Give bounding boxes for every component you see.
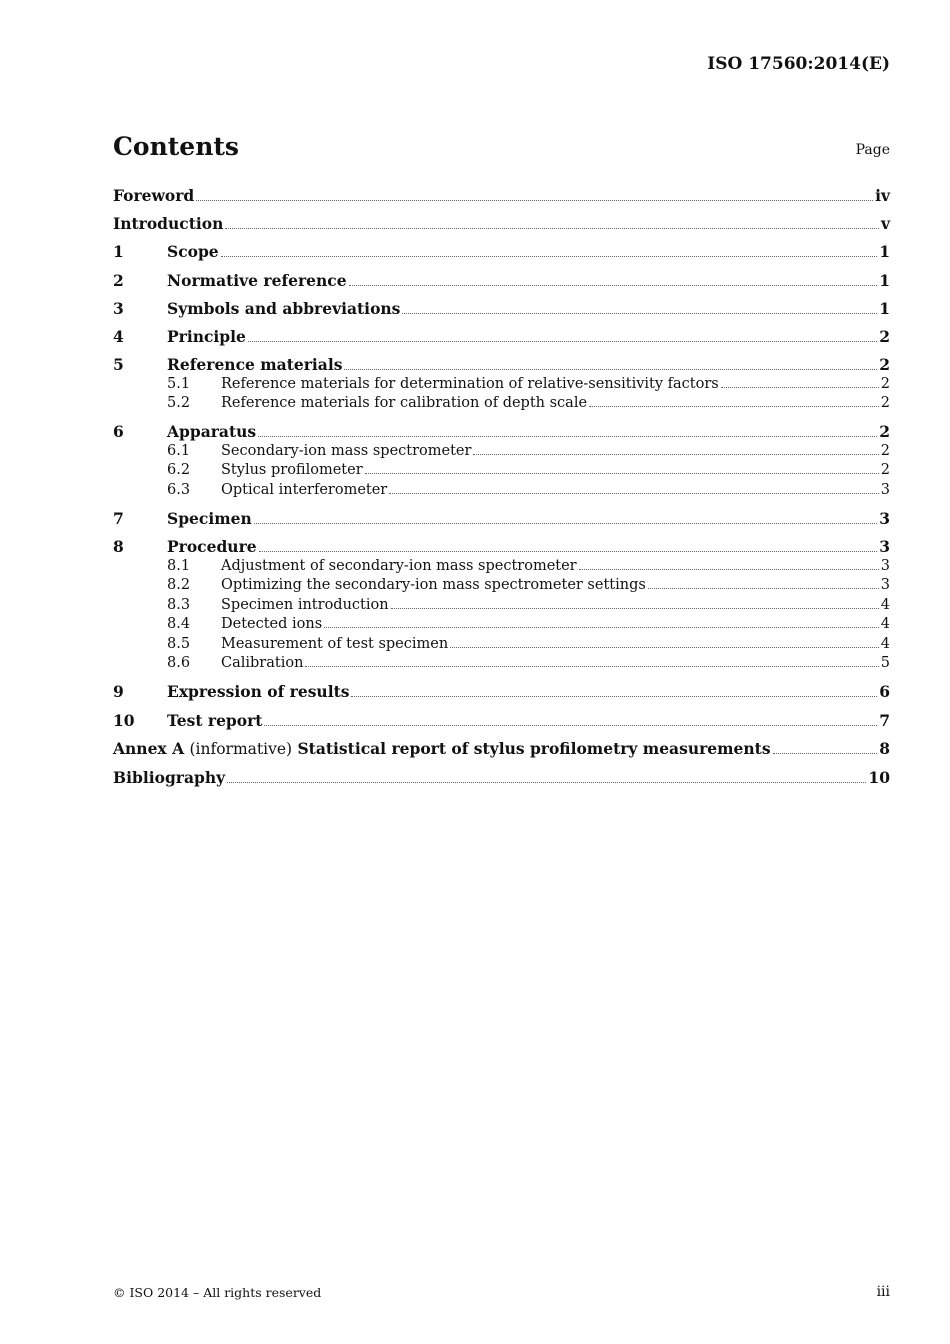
toc-entry-8-6[interactable] [113, 654, 890, 674]
toc-entry-introduction[interactable] [113, 214, 890, 234]
leader-dots [648, 588, 879, 589]
toc-page: 4 [880, 616, 890, 633]
toc-label: Stylus profilometer [221, 462, 363, 479]
leader-dots [196, 200, 873, 201]
toc-number: 7 [113, 509, 124, 528]
leader-dots [589, 406, 879, 407]
toc-label: Apparatus [167, 422, 257, 442]
toc-entry-6-1[interactable] [113, 442, 890, 462]
leader-dots [324, 627, 879, 628]
toc-page: 6 [879, 682, 890, 702]
toc-page: 8 [879, 738, 890, 758]
page-title: Contents [113, 132, 240, 161]
toc-entry-8[interactable] [113, 537, 890, 557]
toc-entry-6[interactable] [113, 422, 890, 442]
toc-label: Optical interferometer [221, 481, 388, 498]
annex-prefix: Annex A [113, 738, 185, 758]
leader-dots [349, 285, 878, 286]
toc-page: 3 [879, 509, 890, 528]
leader-dots [579, 569, 879, 570]
leader-dots [225, 228, 879, 229]
toc-entry-3[interactable] [113, 299, 890, 319]
toc-number: 8.6 [167, 655, 191, 672]
page-column-label: Page [855, 142, 890, 158]
leader-dots [351, 696, 877, 697]
toc-label: Optimizing the secondary-ion mass spectrometer settings [221, 577, 646, 594]
toc-number: 1 [113, 242, 124, 262]
leader-dots [248, 341, 877, 342]
toc-entry-8-4[interactable] [113, 615, 890, 635]
leader-dots [365, 473, 879, 474]
toc-entry-5-2[interactable] [113, 394, 890, 414]
leader-dots [450, 647, 879, 648]
toc-page: 10 [868, 767, 890, 787]
leader-dots [254, 523, 877, 524]
toc-number: 5 [113, 355, 124, 375]
toc-entry-bibliography[interactable] [113, 768, 890, 788]
toc-page: 1 [879, 242, 890, 262]
toc-label: Scope [167, 242, 219, 262]
toc-number: 3 [113, 298, 124, 318]
copyright-notice: © ISO 2014 – All rights reserved [113, 1285, 322, 1300]
leader-dots [721, 387, 879, 388]
toc-number: 6.3 [167, 481, 191, 498]
toc-page: 1 [879, 270, 890, 290]
toc-page: 2 [880, 462, 890, 479]
toc-entry-4[interactable] [113, 327, 890, 347]
toc-page: 2 [880, 395, 890, 412]
toc-label: Symbols and abbreviations [167, 298, 401, 318]
toc-number: 6.1 [167, 442, 191, 459]
toc-number: 6.2 [167, 462, 191, 479]
toc-label: Adjustment of secondary-ion mass spectrometer [221, 557, 577, 574]
toc-entry-8-1[interactable] [113, 557, 890, 577]
toc-page: 7 [879, 710, 890, 730]
toc-page: 3 [880, 557, 890, 574]
toc-entry-8-3[interactable] [113, 596, 890, 616]
leader-dots [389, 493, 879, 494]
toc-number: 5.2 [167, 395, 191, 412]
toc-label: Specimen introduction [221, 596, 389, 613]
toc-entry-7[interactable] [113, 509, 890, 529]
toc-number: 8.2 [167, 577, 191, 594]
toc-number: 10 [113, 710, 135, 730]
toc-label: Expression of results [167, 682, 350, 702]
toc-entry-9[interactable] [113, 682, 890, 702]
toc-label: Calibration [221, 655, 304, 672]
toc-number: 8.3 [167, 596, 191, 613]
toc-number: 8 [113, 537, 124, 557]
toc-entry-5-1[interactable] [113, 375, 890, 395]
toc-label: Specimen [167, 509, 252, 528]
toc-entry-8-5[interactable] [113, 635, 890, 655]
leader-dots [344, 369, 877, 370]
table-of-contents [113, 186, 890, 787]
toc-page: v [880, 214, 890, 234]
toc-entry-foreword[interactable] [113, 186, 890, 206]
toc-page: 2 [880, 375, 890, 392]
toc-label: Reference materials for calibration of depth scale [221, 395, 588, 412]
toc-number: 8.4 [167, 616, 191, 633]
leader-dots [402, 313, 877, 314]
toc-label [113, 739, 771, 760]
toc-label: Normative reference [167, 270, 347, 290]
toc-entry-5[interactable] [113, 355, 890, 375]
annex-type: (informative) [189, 739, 293, 758]
leader-dots [391, 608, 879, 609]
toc-number: 4 [113, 326, 124, 346]
toc-entry-1[interactable] [113, 242, 890, 262]
toc-label: Detected ions [221, 616, 323, 633]
toc-page: 3 [880, 481, 890, 498]
toc-page: 2 [879, 422, 890, 442]
toc-entry-annex-a[interactable] [113, 739, 890, 760]
document-id: ISO 17560:2014(E) [707, 54, 890, 74]
toc-page: 1 [879, 298, 890, 318]
toc-number: 2 [113, 270, 124, 290]
leader-dots [264, 725, 877, 726]
toc-number: 8.5 [167, 635, 191, 652]
toc-number: 5.1 [167, 375, 191, 392]
leader-dots [259, 551, 878, 552]
toc-page: 4 [880, 635, 890, 652]
toc-page: 2 [879, 355, 890, 375]
toc-label: Procedure [167, 537, 257, 557]
leader-dots [305, 666, 878, 667]
toc-page: 2 [880, 442, 890, 459]
leader-dots [227, 782, 866, 783]
toc-page: iv [875, 186, 890, 205]
leader-dots [773, 753, 878, 754]
toc-label: Test report [167, 710, 263, 730]
toc-entry-10[interactable] [113, 711, 890, 731]
toc-number: 6 [113, 422, 124, 442]
leader-dots [258, 436, 877, 437]
leader-dots [473, 454, 878, 455]
toc-entry-8-2[interactable] [113, 576, 890, 596]
toc-page: 4 [880, 596, 890, 613]
leader-dots [221, 256, 878, 257]
toc-page: 3 [879, 537, 890, 557]
toc-label: Principle [167, 326, 246, 346]
toc-entry-6-3[interactable] [113, 481, 890, 501]
toc-page: 2 [879, 326, 890, 346]
toc-entry-6-2[interactable] [113, 461, 890, 481]
toc-label: Reference materials [167, 355, 343, 375]
annex-title: Statistical report of stylus profilometry measurements [297, 738, 771, 758]
toc-entry-2[interactable] [113, 271, 890, 291]
toc-page: 3 [880, 577, 890, 594]
page-number: iii [876, 1284, 890, 1300]
toc-label: Reference materials for determination of relative-sensitivity factors [221, 375, 719, 392]
toc-label: Measurement of test specimen [221, 635, 449, 652]
toc-page: 5 [880, 655, 890, 672]
toc-label: Secondary-ion mass spectrometer [221, 442, 472, 459]
toc-number: 8.1 [167, 557, 191, 574]
toc-label: Introduction [113, 214, 224, 234]
toc-label: Foreword [113, 186, 195, 205]
toc-number: 9 [113, 682, 124, 702]
toc-label: Bibliography [113, 767, 226, 787]
